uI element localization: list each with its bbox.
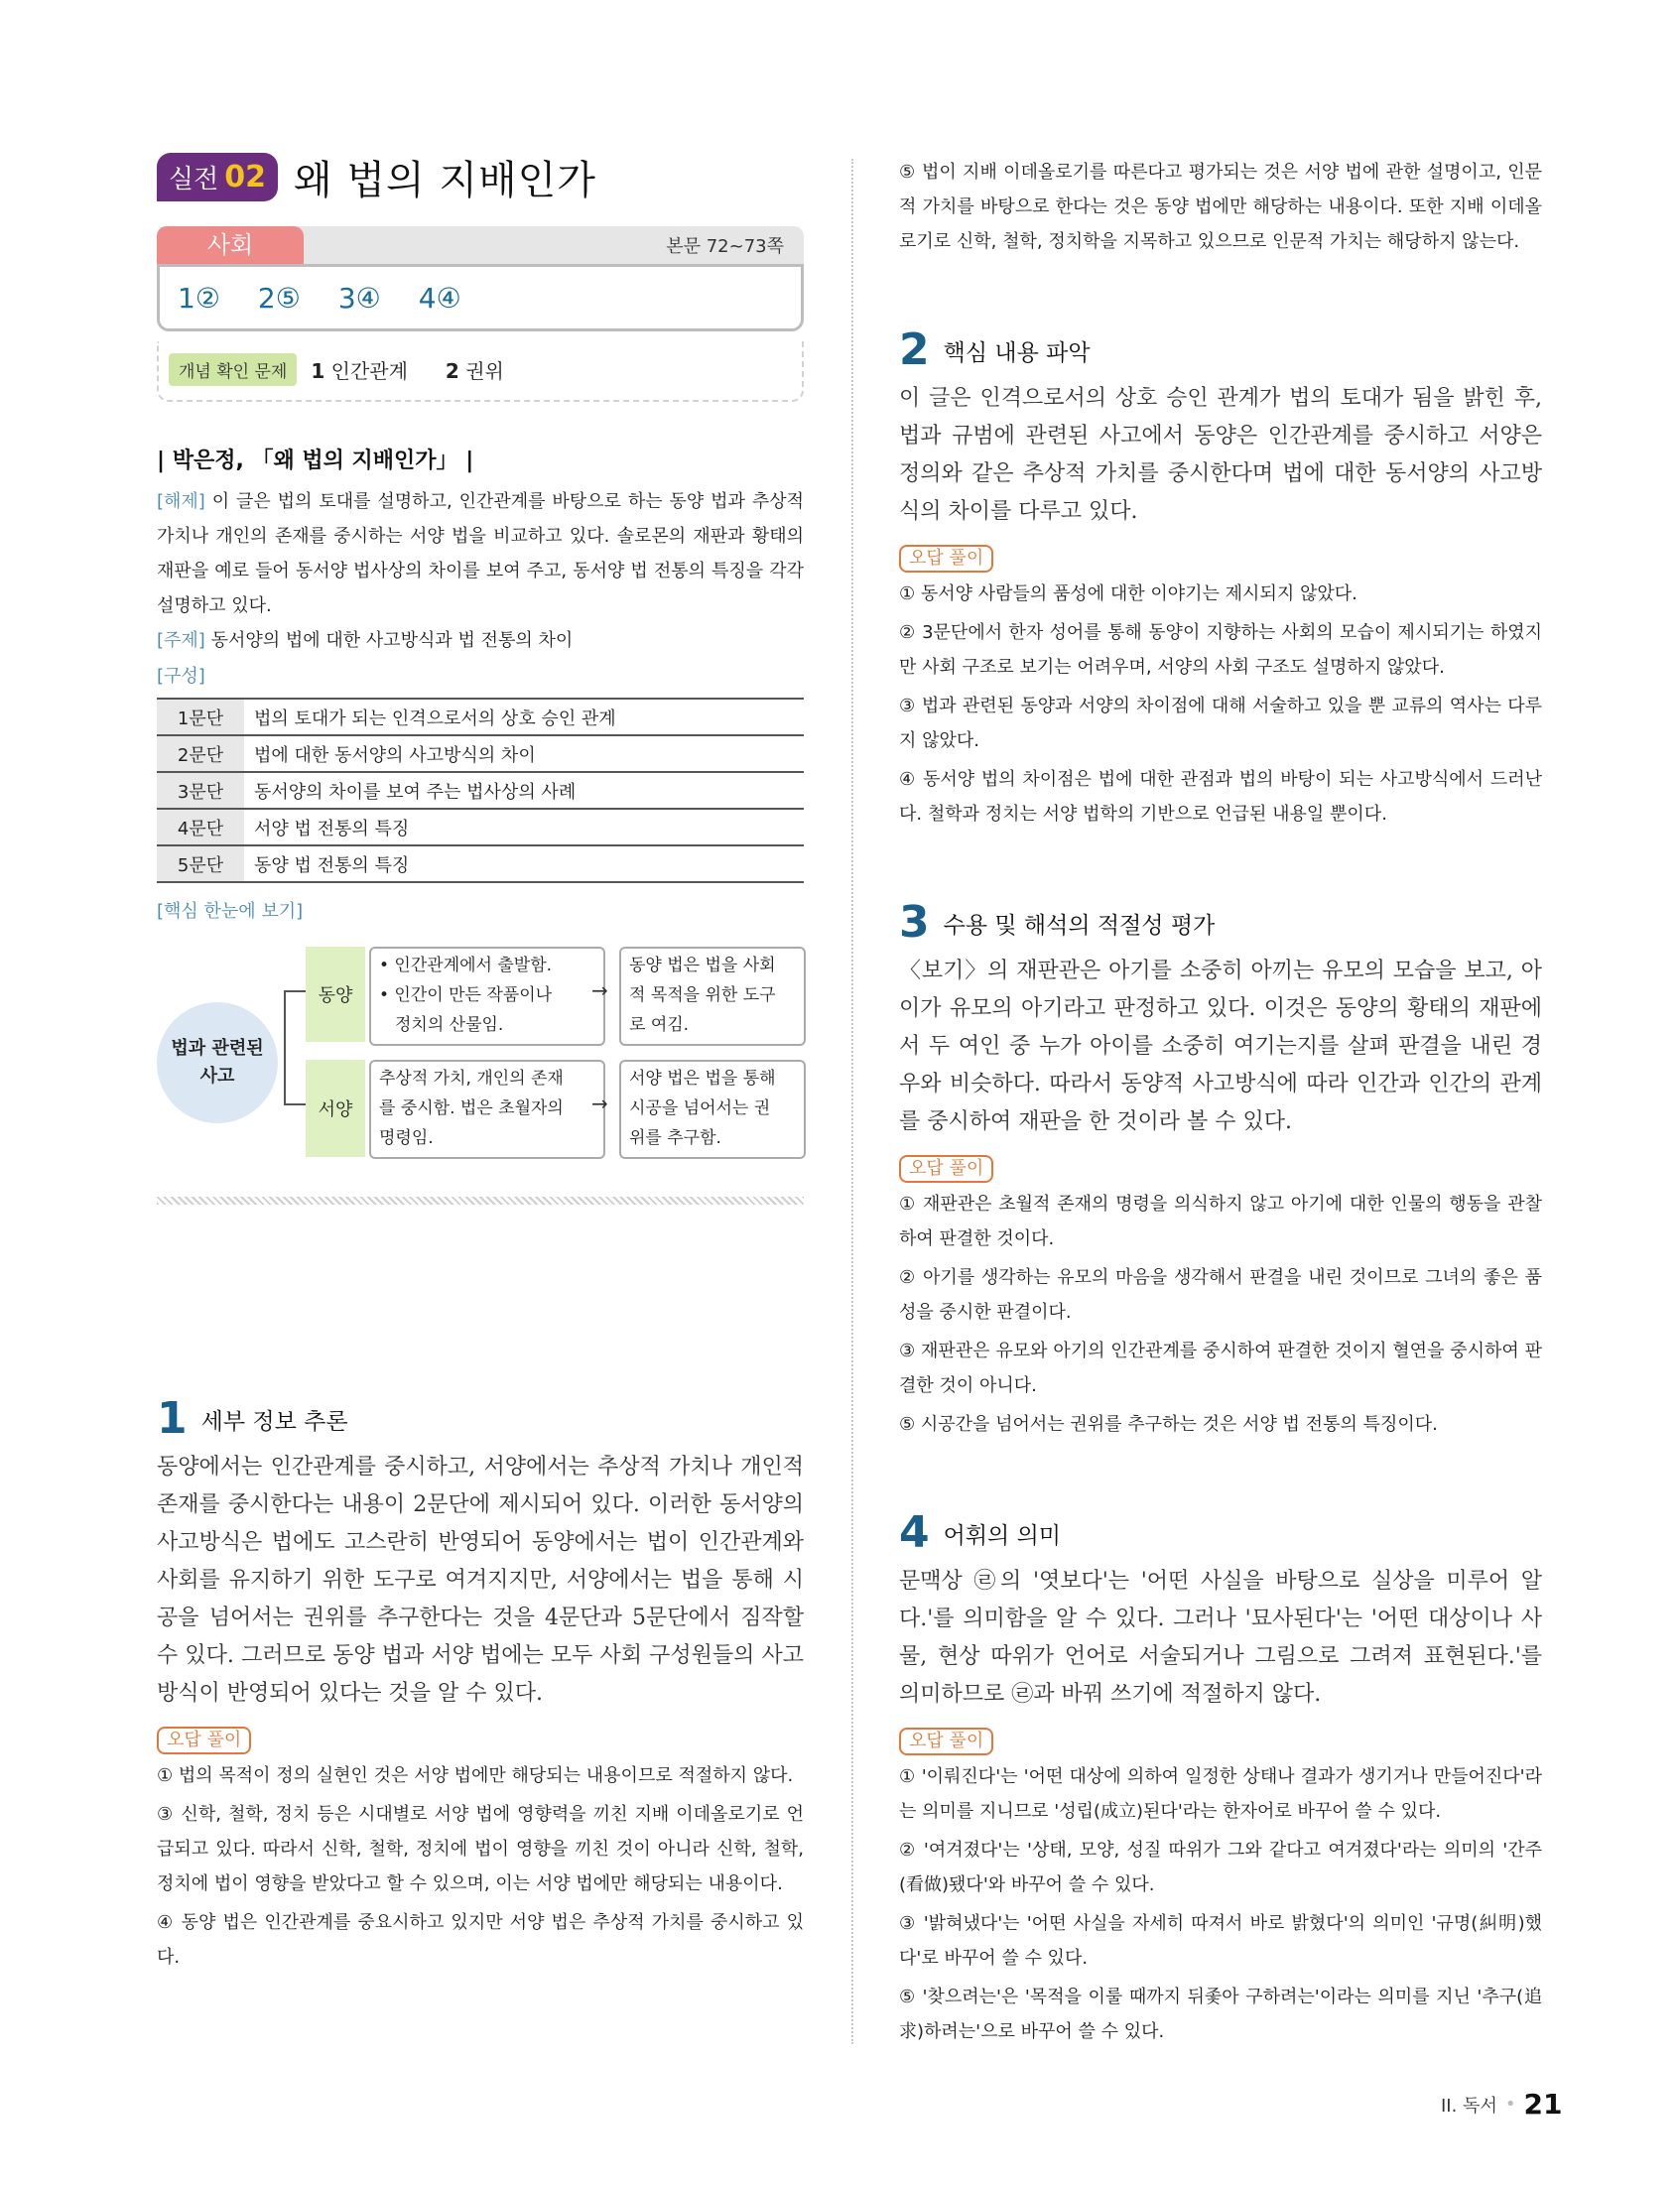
wrong-answer-tag: 오답 풀이 (899, 545, 993, 573)
summary-paragraph (157, 484, 804, 623)
table-cell: 법에 대한 동서양의 사고방식의 차이 (254, 744, 536, 766)
concept-check-row (157, 341, 804, 402)
east-box (369, 947, 605, 1046)
table-cell: 5문단 (157, 845, 244, 882)
wrong-answer-item: ② 3문단에서 한자 성어를 통해 동양이 지향하는 사회의 모습이 제시되기는 하였지만 사회 구조로 보기는 어려우며, 서양의 사회 구조도 설명하지 않았다. (899, 622, 1542, 678)
section-title: 수용 및 해석의 적절성 평가 (943, 912, 1216, 939)
answer-item: 1② (178, 281, 220, 315)
wrong-answer-item: ④ 동양 법은 인간관계를 중요시하고 있지만 서양 법은 추상적 가치를 중시하고 있다. (157, 1912, 804, 1968)
west-result-box (619, 1060, 806, 1159)
arrow-icon: → (591, 1092, 608, 1115)
east-line: 정치의 산물임. (395, 1015, 504, 1035)
wrong-answer-item: ⑤ '찾으려는'은 '목적을 이룰 때까지 뒤좇아 구하려는'이라는 의미를 지닌 '추구(追求)하려는'으로 바꾸어 쓸 수 있다. (899, 1987, 1542, 2042)
wrong-answer-item: ③ 재판관은 유모와 아기의 인간관계를 중시하여 판결한 것이지 혈연을 중시하여 판결한 것이 아니다. (899, 1341, 1542, 1396)
page-number: 21 (1523, 2088, 1563, 2121)
answer-item: 4④ (418, 281, 461, 315)
concept-text: 권위 (465, 359, 504, 383)
section-number: 1 (157, 1393, 188, 1444)
column-divider (851, 159, 853, 2044)
section-heading (899, 324, 1542, 375)
answer-item: 2⑤ (257, 281, 301, 315)
page-title: 왜 법의 지배인가 (293, 157, 596, 203)
center-text-1: 법과 관련된 (171, 1038, 264, 1059)
west-line: 명령임. (379, 1128, 434, 1148)
east-tag: 동양 (306, 947, 365, 1042)
wrong-answer-item: ③ 신학, 철학, 정치 등은 시대별로 서양 법에 영향력을 끼친 지배 이데올로기로 언급되고 있다. 따라서 신학, 철학, 정치에 법이 영향을 끼친 것이 아니라 신학, 철학, 정치에 법이 영향을 받았다고 할 수 있으며, 이는 서양 법에만 해당되는 내용이다. (157, 1804, 804, 1894)
wrong-answer-item: ② 아기를 생각하는 유모의 마음을 생각해서 판결을 내린 것이므로 그녀의 좋은 품성을 중시한 판결이다. (899, 1267, 1542, 1323)
table-cell: 1문단 (157, 699, 244, 735)
table-cell: 2문단 (157, 735, 244, 772)
concept-tag: 개념 확인 문제 (169, 353, 297, 386)
chapter-header (157, 149, 804, 204)
right-column (899, 151, 1542, 2049)
wrong-answer-item: ③ 법과 관련된 동양과 서양의 차이점에 대해 서술하고 있을 뿐 교류의 역사는 다루지 않았다. (899, 696, 1542, 751)
wrong-answer-item: ④ 동서양 법의 차이점은 법에 대한 관점과 법의 바탕이 되는 사고방식에서 드러난다. 철학과 정치는 서양 법학의 기반으로 언급된 내용일 뿐이다. (899, 769, 1542, 825)
concept-answer-1 (311, 355, 408, 384)
explanation-text: 이 글은 인격으로서의 상호 승인 관계가 법의 토대가 됨을 밝힌 후, 법과 규범에 관련된 사고에서 동양은 인간관계를 중시하고 서양은 정의와 같은 추상적 가치를 중시한다며 법에 대한 동서양의 사고방식의 차이를 다루고 있다. (899, 386, 1542, 524)
east-result-line: 적 목적을 위한 도구 (629, 985, 776, 1005)
question-4 (899, 1507, 1542, 2049)
section-heading (157, 1393, 804, 1444)
question-3 (899, 897, 1542, 1442)
answer-panel (157, 226, 804, 402)
wrong-answer-item: ② '여겨졌다'는 '상태, 모양, 성질 따위가 그와 같다고 여겨졌다'라는 의미의 '간주(看做)됐다'와 바꾸어 쓸 수 있다. (899, 1840, 1542, 1895)
footer-dot: • (1504, 2094, 1516, 2115)
wrong-answer-item: ① 동서양 사람들의 품성에 대한 이야기는 제시되지 않았다. (899, 583, 1357, 604)
concept-answer-2 (446, 355, 504, 384)
footer-section: II. 독서 (1441, 2095, 1497, 2117)
table-cell: 4문단 (157, 809, 244, 845)
badge-label: 실전 (169, 164, 219, 194)
juje-text: 동서양의 법에 대한 사고방식과 법 전통의 차이 (210, 630, 574, 651)
wrong-answer-item: ⑤ 법이 지배 이데올로기를 따른다고 평가되는 것은 서양 법에 관한 설명이고, 인문적 가치를 바탕으로 한다는 것은 동양 법에만 해당하는 내용이다. 또한 지배 이데올로기로 신학, 철학, 정치학을 지목하고 있으므로 인문적 가치는 해당하지 않는다. (899, 162, 1542, 252)
arrow-icon: → (591, 978, 608, 1002)
table-row (157, 735, 804, 772)
explanation-text: 〈보기〉의 재판관은 아기를 소중히 아끼는 유모의 모습을 보고, 아이가 유모의 아기라고 판정하고 있다. 이것은 동양의 황태의 재판에서 두 여인 중 누가 아이를 소중히 여기는지를 살펴 판결을 내린 경우와 비슷하다. 따라서 동양적 사고방식에 따라 인간과 인간의 관계를 중시하여 재판을 한 것이라 볼 수 있다. (899, 959, 1542, 1134)
page-reference: 본문 72~73쪽 (666, 236, 784, 257)
east-line: • 인간이 만든 작품이나 (379, 985, 553, 1005)
section-title: 핵심 내용 파악 (943, 339, 1091, 366)
table-cell: 서양 법 전통의 특징 (254, 818, 410, 839)
east-result-line: 동양 법은 법을 사회 (629, 956, 776, 975)
west-result-line: 시공을 넘어서는 권 (629, 1098, 771, 1118)
structure-table (157, 698, 804, 883)
concept-num: 2 (445, 359, 459, 383)
west-result-line: 서양 법은 법을 통해 (629, 1069, 776, 1089)
section-separator (157, 1197, 804, 1205)
west-box (369, 1060, 605, 1159)
west-line: 를 중시함. 법은 초월자의 (379, 1098, 564, 1118)
explanation-text: 동양에서는 인간관계를 중시하고, 서양에서는 추상적 가치나 개인적 존재를 중시한다는 내용이 2문단에 제시되어 있다. 이러한 동서양의 사고방식은 법에도 고스란히 반영되어 동양에서는 법이 인간관계와 사회를 유지하기 위한 도구로 여겨지지만, 서양에서는 법을 통해 시공을 넘어서는 권위를 추구한다는 것을 4문단과 5문단에서 짐작할 수 있다. 그러므로 동양 법과 서양 법에는 모두 사회 구성원들의 사고방식이 반영되어 있다는 것을 알 수 있다. (157, 1455, 804, 1706)
table-cell: 동양 법 전통의 특징 (254, 854, 410, 876)
west-line: 추상적 가치, 개인의 존재 (379, 1069, 564, 1089)
center-concept (157, 1002, 278, 1123)
page-footer (1441, 2088, 1562, 2121)
section-number: 2 (899, 324, 930, 375)
subject-tab: 사회 (157, 226, 304, 264)
section-title: 세부 정보 추론 (200, 1408, 348, 1435)
table-row (157, 699, 804, 735)
question-2 (899, 324, 1542, 832)
explanation-text: 문맥상 ㉣의 '엿보다'는 '어떤 사실을 바탕으로 실상을 미루어 알다.'를 의미함을 알 수 있다. 그러나 '묘사된다'는 '어떤 대상이나 사물, 현상 따위가 언어로 서술되거나 그림으로 그려져 표현된다.'를 의미하므로 ㉣과 바꿔 쓰기에 적절하지 않다. (899, 1569, 1542, 1707)
haeje-label: [해제] (157, 491, 205, 512)
concept-text: 인간관계 (330, 359, 408, 383)
table-row (157, 772, 804, 809)
east-result-box (619, 947, 806, 1046)
section-title: 어휘의 의미 (943, 1522, 1062, 1549)
wrong-answer-tag: 오답 풀이 (157, 1727, 251, 1754)
juje-label: [주제] (157, 630, 205, 651)
left-column (157, 149, 804, 1975)
east-result-line: 로 여김. (629, 1015, 690, 1035)
table-cell: 법의 토대가 되는 인격으로서의 상호 승인 관계 (254, 708, 616, 729)
source-title: | 박은정, 「왜 법의 지배인가」 | (157, 449, 474, 473)
table-cell: 3문단 (157, 772, 244, 809)
structure-label: [구성] (157, 666, 205, 687)
section-heading (899, 897, 1542, 948)
haeje-text: 이 글은 법의 토대를 설명하고, 인간관계를 바탕으로 하는 동양 법과 추상적 가치나 개인의 존재를 중시하는 서양 법을 비교하고 있다. 솔로몬의 재판과 황태의 재판을 예로 들어 동서양 법사상의 차이를 보여 주고, 동서양 법 전통의 특징을 각각 설명하고 있다. (157, 491, 805, 616)
west-tag: 서양 (306, 1060, 365, 1157)
answer-item: 3④ (337, 281, 381, 315)
wrong-answer-item: ① '이뤄진다'는 '어떤 대상에 의하여 일정한 상태나 결과가 생기거나 만들어진다'라는 의미를 지니므로 '성립(成立)된다'라는 한자어로 바꾸어 쓸 수 있다. (899, 1766, 1542, 1822)
theme-paragraph (157, 623, 804, 658)
wrong-answer-tag: 오답 풀이 (899, 1155, 993, 1183)
wrong-answer-item: ⑤ 시공간을 넘어서는 권위를 추구하는 것은 서양 법 전통의 특징이다. (899, 1414, 1438, 1435)
table-row (157, 845, 804, 882)
chapter-badge (157, 153, 278, 201)
wrong-answer-tag: 오답 풀이 (899, 1728, 993, 1755)
section-number: 3 (899, 897, 930, 948)
center-text-2: 사고 (199, 1066, 235, 1087)
wrong-answer-item: ③ '밝혀냈다'는 '어떤 사실을 자세히 따져서 바로 밝혔다'의 의미인 '규명(糾明)했다'로 바꾸어 쓸 수 있다. (899, 1913, 1542, 1969)
concept-num: 1 (311, 359, 325, 383)
east-line: • 인간관계에서 출발함. (379, 956, 553, 975)
summary-view-label: [핵심 한눈에 보기] (157, 901, 304, 922)
table-cell: 동서양의 차이를 보여 주는 법사상의 사례 (254, 781, 577, 803)
table-row (157, 809, 804, 845)
question-1 (157, 1393, 804, 1975)
west-result-line: 위를 추구함. (629, 1128, 721, 1148)
wrong-answer-item: ① 재판관은 초월적 존재의 명령을 의식하지 않고 아기에 대한 인물의 행동을 관찰하여 판결한 것이다. (899, 1194, 1542, 1249)
answer-box (157, 264, 804, 331)
summary-diagram (157, 933, 804, 1171)
section-number: 4 (899, 1507, 930, 1558)
badge-number: 02 (224, 159, 266, 194)
wrong-answer-item: ① 법의 목적이 정의 실현인 것은 서양 법에만 해당되는 내용이므로 적절하지 않다. (157, 1765, 794, 1786)
section-heading (899, 1507, 1542, 1558)
